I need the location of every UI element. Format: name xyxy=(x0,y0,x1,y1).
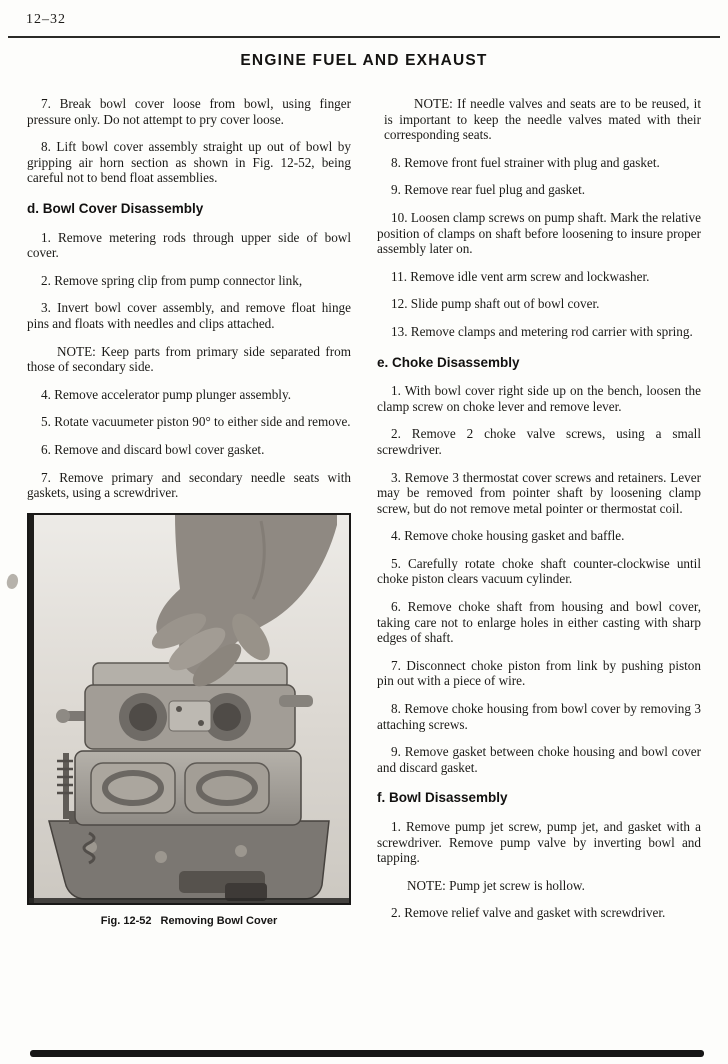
d-step-2: 2. Remove spring clip from pump connector link, xyxy=(41,272,303,288)
carburetor-float-bowl xyxy=(57,751,301,825)
page-title: ENGINE FUEL AND EXHAUST xyxy=(240,52,488,69)
e-step-7: 7. Disconnect choke piston from link by pushing piston pin out with a piece of wire. xyxy=(377,657,701,689)
right-column xyxy=(377,96,701,933)
heading-e-choke-disassembly: e. Choke Disassembly xyxy=(377,354,520,370)
e-step-2: 2. Remove 2 choke valve screws, using a small screwdriver. xyxy=(377,426,701,457)
left-step-8: 8. Lift bowl cover assembly straight up out of bowl by gripping air horn section as shown in Fig. 12-52, being careful not to bend float assemblies. xyxy=(27,139,351,186)
e-step-5: 5. Carefully rotate choke shaft counter-clockwise until choke piston clears vacuum cylinder. xyxy=(377,555,701,587)
right-step-11: 11. Remove idle vent arm screw and lockwasher. xyxy=(391,268,650,284)
heading-d-bowl-cover-disassembly: d. Bowl Cover Disassembly xyxy=(27,200,204,216)
right-step-13: 13. Remove clamps and metering rod carrier with spring. xyxy=(391,323,693,339)
d-step-4: 4. Remove accelerator pump plunger assembly. xyxy=(41,386,291,402)
d-step-5: 5. Rotate vacuumeter piston 90° to either side and remove. xyxy=(41,414,351,430)
carburetor-air-horn xyxy=(56,663,313,749)
d-step-3: 3. Invert bowl cover assembly, and remove float hinge pins and floats with needles and clips attached. xyxy=(27,300,351,331)
figure-caption-label: Fig. 12-52 xyxy=(100,914,152,927)
d-step-7: 7. Remove primary and secondary needle seats with gaskets, using a screwdriver. xyxy=(27,469,351,501)
d-step-6: 6. Remove and discard bowl cover gasket. xyxy=(41,441,265,457)
carburetor-photo-illustration xyxy=(29,515,349,903)
figure-12-52 xyxy=(27,513,351,930)
e-step-1: 1. With bowl cover right side up on the bench, loosen the clamp screw on choke lever and remove lever. xyxy=(377,383,701,414)
scan-artifact-bottom-bar xyxy=(30,1050,704,1057)
page-number: 12–32 xyxy=(26,12,66,27)
header-rule xyxy=(8,36,720,38)
figure-caption xyxy=(27,914,351,930)
right-step-8: 8. Remove front fuel strainer with plug and gasket. xyxy=(391,154,660,170)
e-step-9: 9. Remove gasket between choke housing and bowl cover and discard gasket. xyxy=(377,744,701,775)
note-pump-jet-screw: NOTE: Pump jet screw is hollow. xyxy=(407,877,585,893)
e-step-4: 4. Remove choke housing gasket and baffle. xyxy=(391,528,625,544)
two-column-body xyxy=(0,70,728,933)
f-step-2: 2. Remove relief valve and gasket with screwdriver. xyxy=(391,905,666,921)
figure-caption-title: Removing Bowl Cover xyxy=(160,914,278,927)
e-step-8: 8. Remove choke housing from bowl cover by removing 3 attaching screws. xyxy=(377,701,701,732)
figure-12-52-photo xyxy=(27,513,351,905)
page-header xyxy=(0,0,728,28)
e-step-3: 3. Remove 3 thermostat cover screws and retainers. Lever may be removed from pointer shaft by loosening clamp screw, but do not remove metal pointer or thermostat coil. xyxy=(377,469,701,516)
left-column xyxy=(27,96,351,933)
left-step-7: 7. Break bowl cover loose from bowl, using finger pressure only. Do not attempt to pry cover loose. xyxy=(27,96,351,127)
right-step-12: 12. Slide pump shaft out of bowl cover. xyxy=(391,296,600,312)
e-step-6: 6. Remove choke shaft from housing and bowl cover, taking care not to enlarge holes in either casting with sharp edges of shaft. xyxy=(377,599,701,646)
d-step-1: 1. Remove metering rods through upper side of bowl cover. xyxy=(27,229,351,261)
right-step-10: 10. Loosen clamp screws on pump shaft. Mark the relative position of clamps on shaft before loosening to insure proper assembly later on. xyxy=(377,209,701,257)
note-primary-secondary: NOTE: Keep parts from primary side separated from those of secondary side. xyxy=(27,343,351,375)
heading-f-bowl-disassembly: f. Bowl Disassembly xyxy=(377,790,508,806)
note-needle-valves: NOTE: If needle valves and seats are to be reused, it is important to keep the needle valves mated with their corresponding seats. xyxy=(384,96,701,143)
f-step-1: 1. Remove pump jet screw, pump jet, and gasket with a screwdriver. Remove pump valve by inverting bowl and tapping. xyxy=(377,819,701,866)
right-step-9: 9. Remove rear fuel plug and gasket. xyxy=(391,182,586,198)
